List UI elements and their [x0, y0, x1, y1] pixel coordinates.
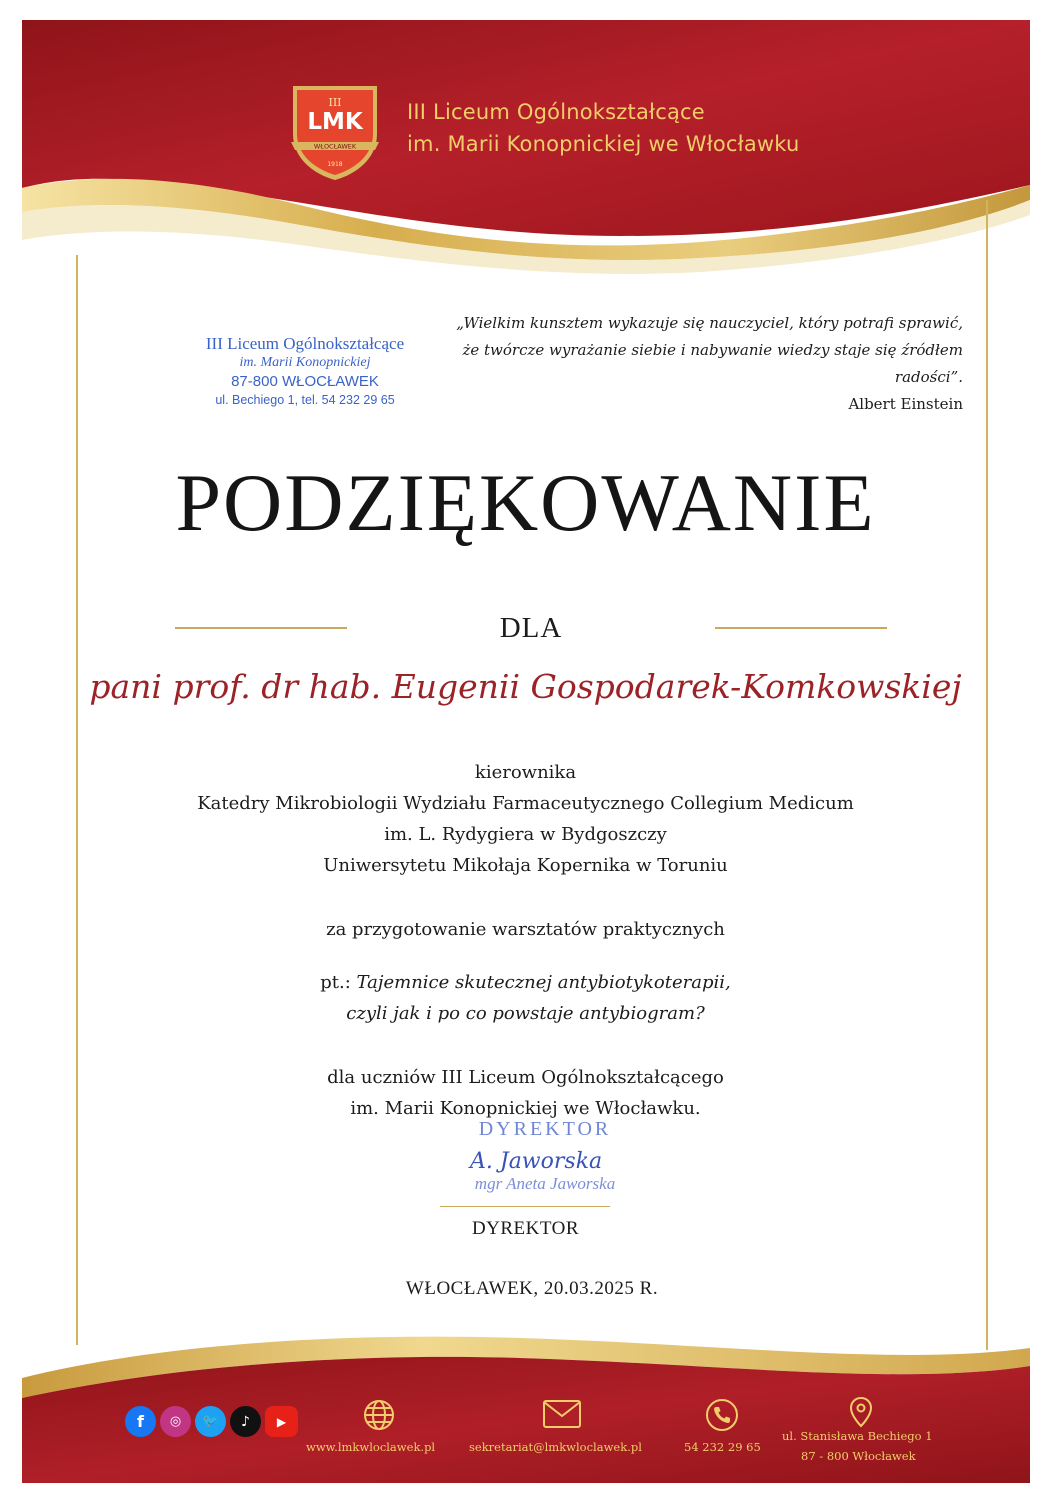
logo-city: WŁOCŁAWEK: [313, 142, 357, 151]
for-label: DLA: [499, 612, 563, 644]
school-logo: [287, 82, 383, 182]
einstein-quote: [443, 310, 963, 418]
reason-text: za przygotowanie warsztatów praktycznych: [326, 919, 725, 940]
school-name: [407, 96, 800, 160]
workshop-prefix: pt.:: [320, 972, 357, 993]
quote-author: Albert Einstein: [848, 395, 963, 413]
school-name-line1: III Liceum Ogólnokształcące: [407, 100, 705, 124]
tiktok-icon[interactable]: ♪: [230, 1406, 261, 1437]
social-icons: [125, 1406, 298, 1438]
signature-line: [440, 1206, 610, 1207]
address-line1: ul. Stanisława Bechiego 1: [782, 1429, 933, 1443]
school-stamp: [180, 333, 430, 409]
school-name-line2: im. Marii Konopnickiej we Włocławku: [407, 132, 800, 156]
facebook-icon[interactable]: f: [125, 1406, 156, 1437]
audience-line1: dla uczniów III Liceum Ogólnokształcącego: [327, 1067, 724, 1088]
place-and-date: WŁOCŁAWEK, 20.03.2025 R.: [405, 1278, 659, 1299]
twitter-icon[interactable]: 🐦: [195, 1406, 226, 1437]
recipient-position: [0, 757, 1051, 881]
stamp-line2: im. Marii Konopnickiej: [239, 355, 371, 370]
instagram-icon[interactable]: ◎: [160, 1406, 191, 1437]
address-line2: 87 - 800 Włocławek: [801, 1449, 916, 1463]
document-title: PODZIĘKOWANIE: [175, 457, 876, 548]
email-link[interactable]: sekretariat@lmkwloclawek.pl: [469, 1440, 642, 1454]
phone-icon: [705, 1398, 739, 1432]
quote-line1: „Wielkim kunsztem wykazuje się nauczyciel, który potrafi sprawić,: [456, 314, 963, 332]
quote-line2: że twórcze wyrażanie siebie i nabywanie wiedzy staje się źródłem: [462, 341, 963, 359]
logo-acronym: LMK: [307, 109, 363, 135]
signature-handwriting: A. Jaworska: [470, 1149, 603, 1174]
position-line3: im. L. Rydygiera w Bydgoszczy: [384, 824, 667, 845]
envelope-icon: [542, 1398, 582, 1430]
stamp-line4: ul. Bechiego 1, tel. 54 232 29 65: [215, 393, 395, 407]
workshop-title-line1: Tajemnice skutecznej antybiotykoterapii,: [356, 972, 731, 993]
director-role: DYREKTOR: [471, 1218, 580, 1239]
logo-year: 1918: [327, 161, 343, 168]
handwritten-signature: [460, 1142, 670, 1176]
position-line2: Katedry Mikrobiologii Wydziału Farmaceutycznego Collegium Medicum: [197, 793, 854, 814]
position-line1: kierownika: [474, 762, 577, 783]
for-row: [175, 608, 887, 648]
youtube-icon[interactable]: ▶: [265, 1406, 298, 1437]
website-link[interactable]: www.lmkwloclawek.pl: [306, 1440, 436, 1454]
stamp-line1: III Liceum Ogólnokształcące: [205, 334, 405, 353]
phone-number[interactable]: 54 232 29 65: [684, 1440, 761, 1454]
position-line4: Uniwersytetu Mikołaja Kopernika w Toruniu: [323, 855, 728, 876]
audience-line2: im. Marii Konopnickiej we Włocławku.: [350, 1098, 701, 1119]
workshop-title-line2: czyli jak i po co powstaje antybiogram?: [346, 1003, 705, 1024]
recipient-name: pani prof. dr hab. Eugenii Gospodarek-Komkowskiej: [89, 667, 962, 706]
signature-stamp-title: DYREKTOR: [478, 1118, 612, 1140]
audience-text: [0, 1062, 1051, 1124]
quote-line3: radości”.: [894, 368, 963, 386]
globe-icon: [362, 1398, 396, 1432]
workshop-title: [0, 967, 1051, 1029]
signature-stamp-name: mgr Aneta Jaworska: [474, 1174, 616, 1193]
location-pin-icon: [848, 1396, 874, 1428]
logo-roman: III: [328, 96, 342, 109]
stamp-line3: 87-800 WŁOCŁAWEK: [231, 373, 379, 390]
for-divider-right: [715, 627, 887, 629]
